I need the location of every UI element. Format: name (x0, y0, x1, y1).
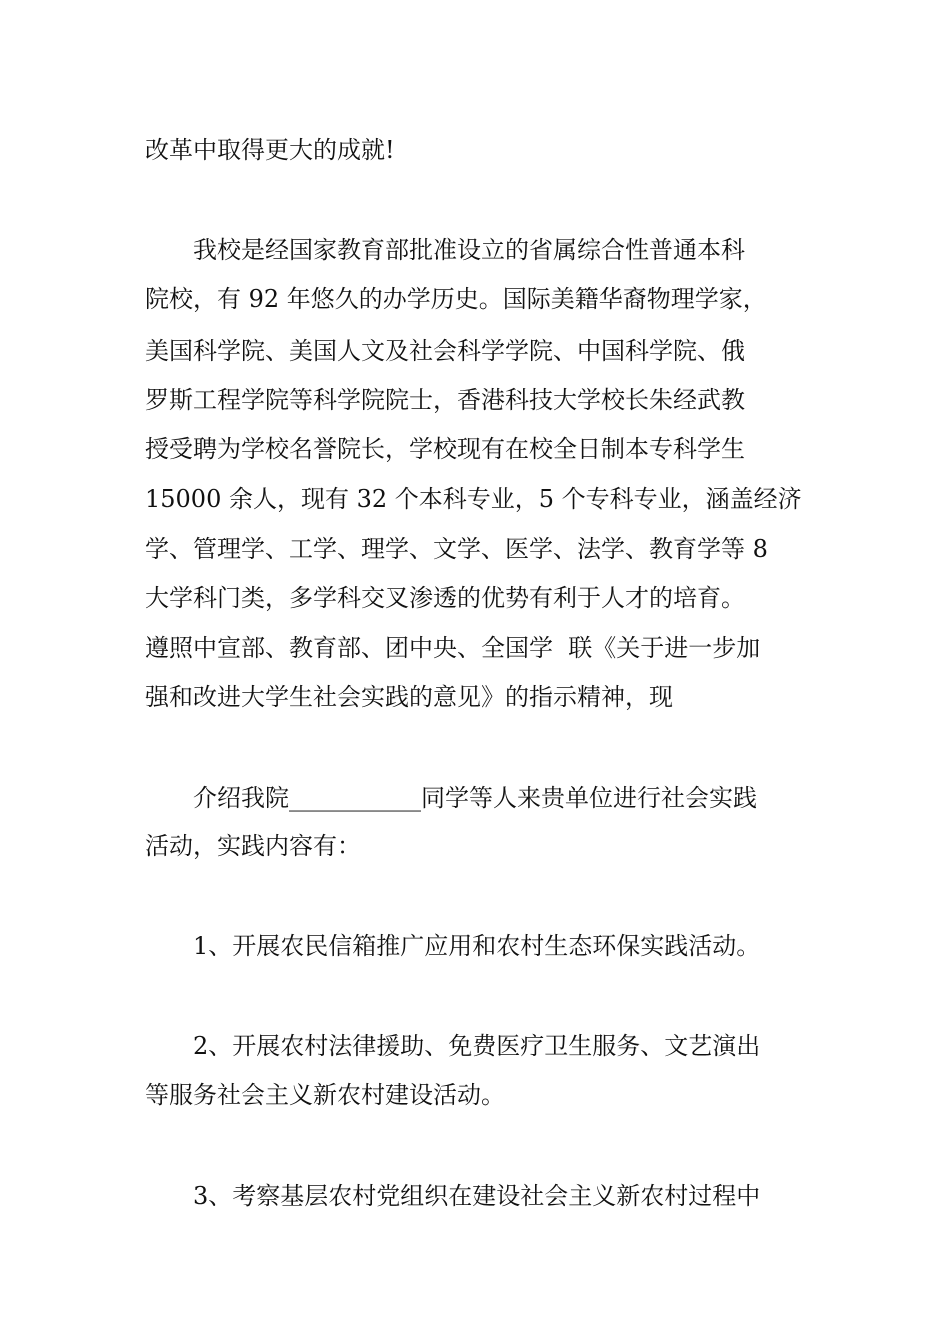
paragraph-line: 美国科学院、美国人文及社会科学学院、中国科学院、俄 (145, 337, 745, 365)
paragraph-line: 我校是经国家教育部批准设立的省属综合性普通本科 (193, 236, 745, 264)
paragraph-line: 强和改进大学生社会实践的意见》的指示精神，现 (145, 683, 673, 711)
list-item: 1、开展农民信箱推广应用和农村生态环保实践活动。 (193, 932, 761, 960)
paragraph-line: 15000 余人，现有 32 个本科专业，5 个专科专业，涵盖经济 (145, 485, 802, 513)
paragraph-line: 院校，有 92 年悠久的办学历史。国际美籍华裔物理学家， (145, 285, 767, 313)
paragraph-line: 活动，实践内容有： (145, 832, 361, 860)
paragraph-line: 大学科门类，多学科交叉渗透的优势有利于人才的培育。 (145, 584, 745, 612)
list-item: 2、开展农村法律援助、免费医疗卫生服务、文艺演出 (193, 1032, 761, 1060)
paragraph-line: 学、管理学、工学、理学、文学、医学、法学、教育学等 8 (145, 535, 768, 563)
list-item: 3、考察基层农村党组织在建设社会主义新农村过程中 (193, 1182, 761, 1210)
paragraph-line: 遵照中宣部、教育部、团中央、全国学 联《关于进一步加 (145, 634, 761, 662)
paragraph-line: 罗斯工程学院等科学院院士，香港科技大学校长朱经武教 (145, 386, 745, 414)
paragraph-line: 改革中取得更大的成就! (145, 136, 395, 164)
paragraph-line: 介绍我院___________同学等人来贵单位进行社会实践 (193, 784, 757, 812)
paragraph-line: 等服务社会主义新农村建设活动。 (145, 1081, 505, 1109)
paragraph-line: 授受聘为学校名誉院长，学校现有在校全日制本专科学生 (145, 435, 745, 463)
